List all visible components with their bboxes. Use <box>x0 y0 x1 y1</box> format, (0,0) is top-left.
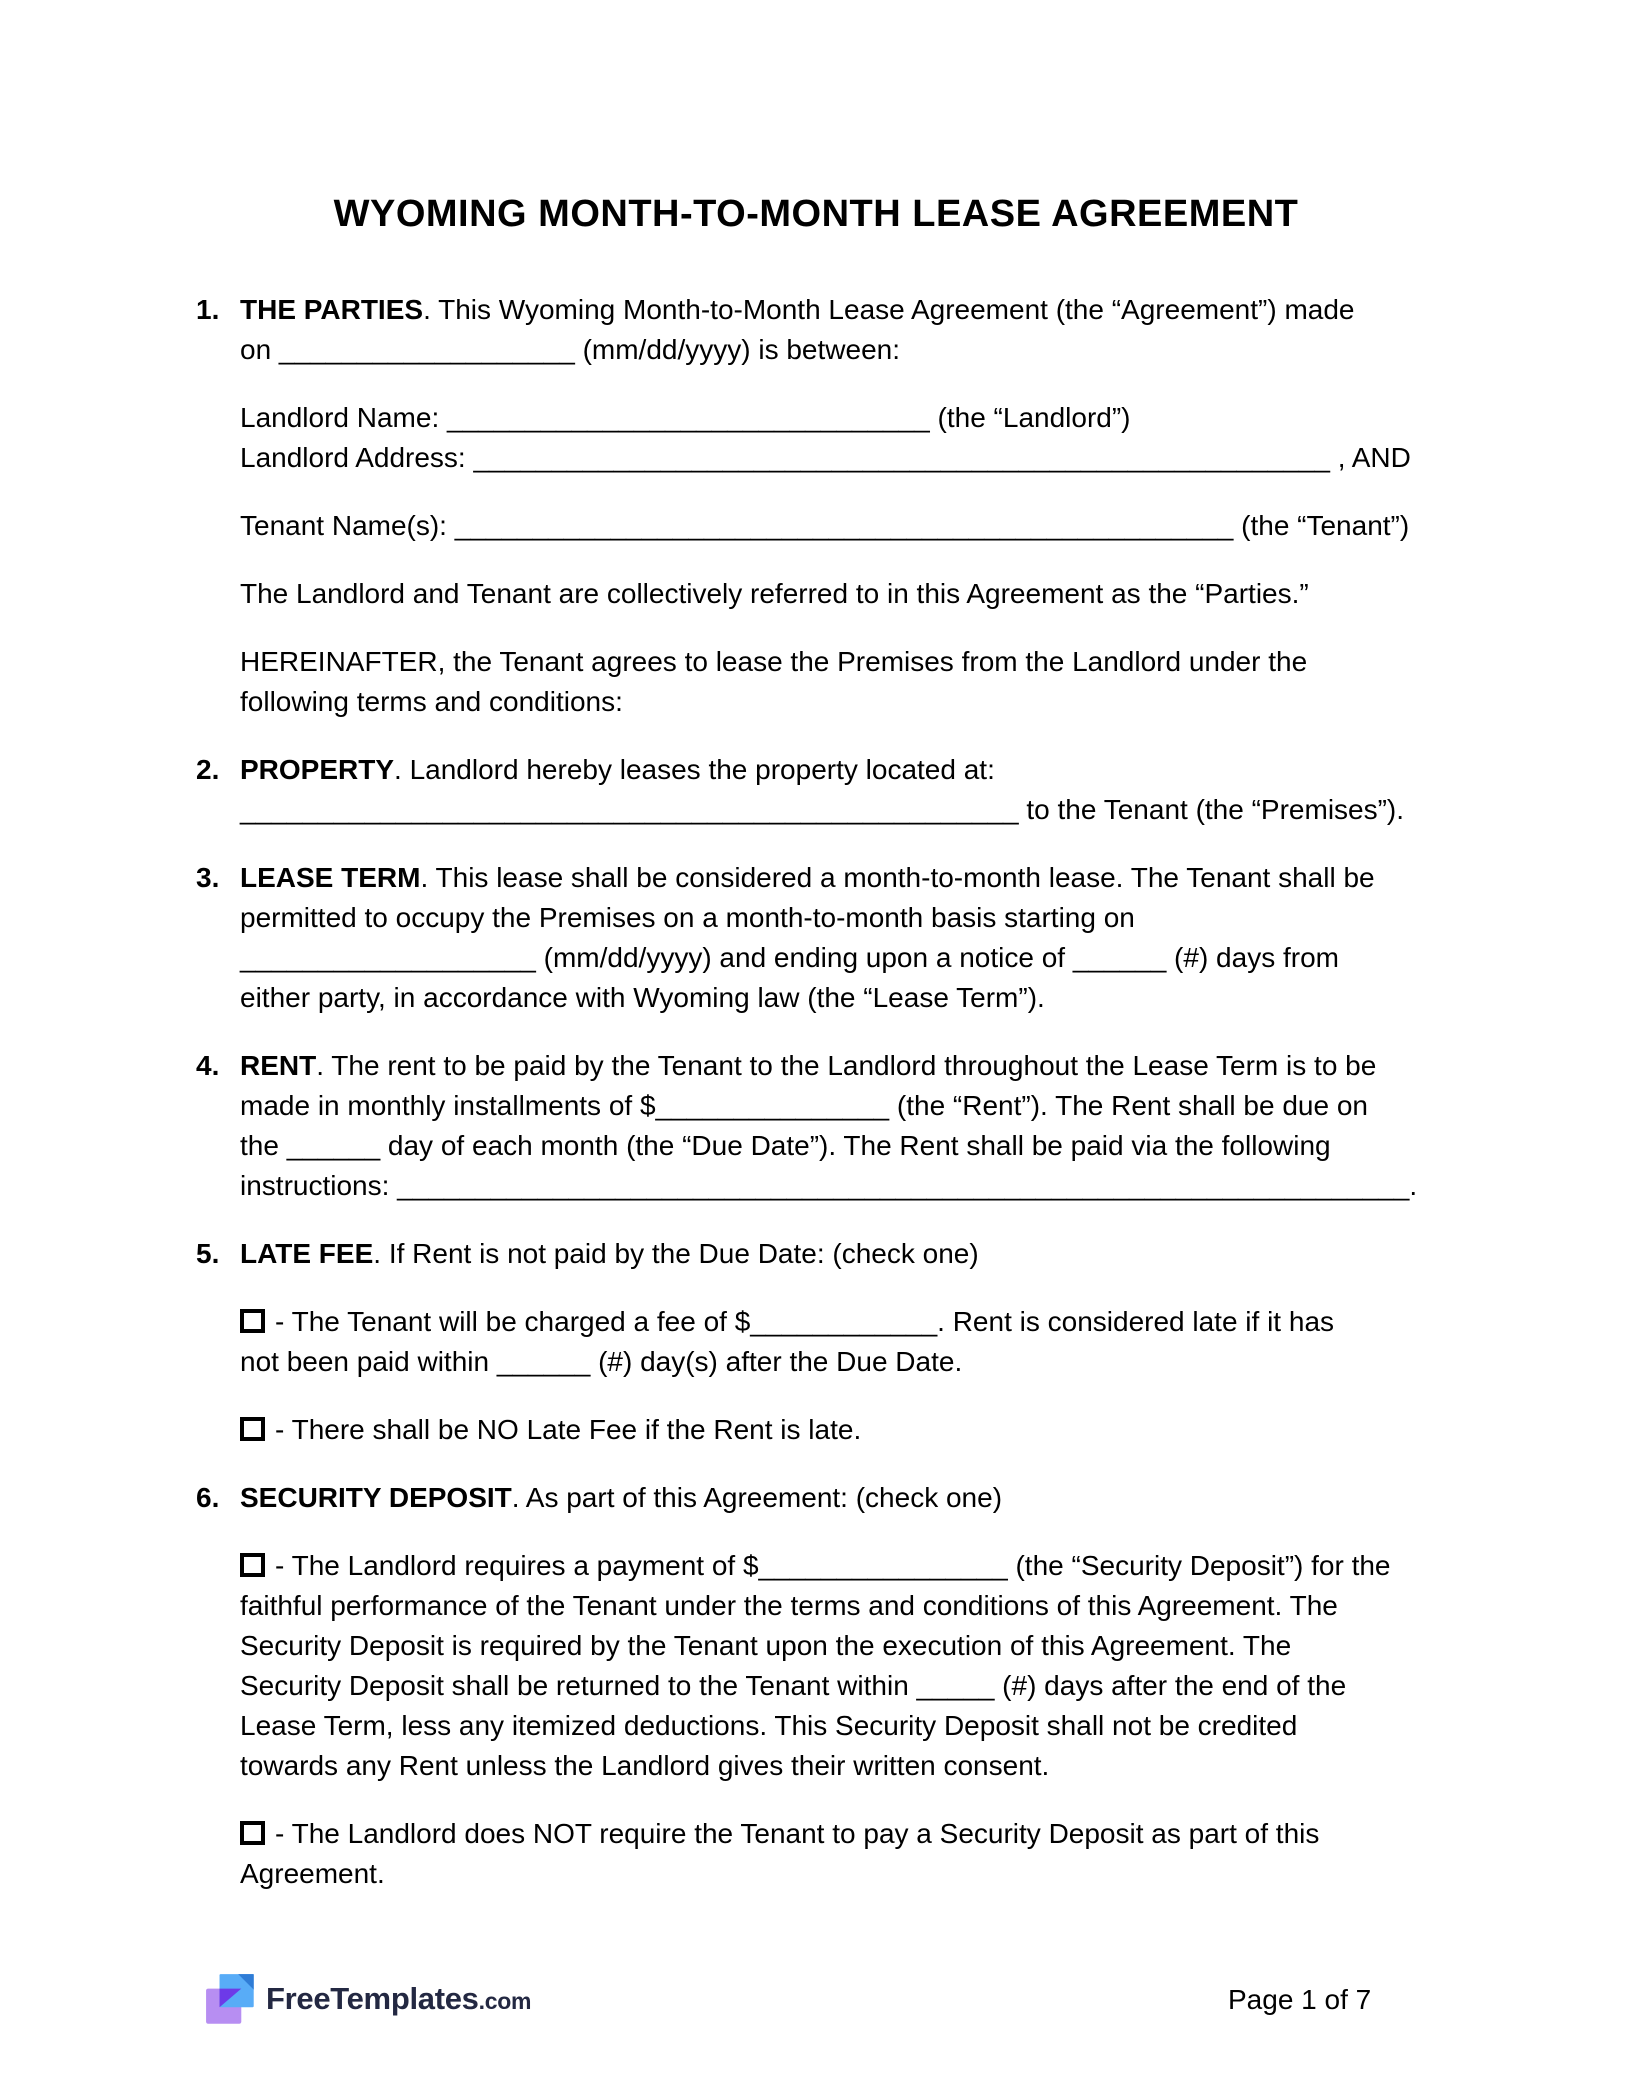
text-line: not been paid within ______ (#) day(s) after the Due Date. <box>240 1346 963 1377</box>
section-number: 4. <box>196 1050 220 1081</box>
section-heading: SECURITY DEPOSIT <box>240 1482 512 1513</box>
text-line-with-date-blank: on ___________________ (mm/dd/yyyy) is between: <box>240 334 900 365</box>
text-line: The Landlord and Tenant are collectively referred to in this Agreement as the “Parties.” <box>240 578 1309 609</box>
section-late-fee <box>196 1234 1512 1478</box>
tenant-name-field-line: Tenant Name(s): __________________________________________________ (the “Tenant”) <box>240 510 1410 541</box>
landlord-address-field-line: Landlord Address: _______________________________________________________ , AND <box>240 442 1411 473</box>
landlord-name-field-line: Landlord Name: _______________________________ (the “Landlord”) <box>240 402 1131 433</box>
section-number: 2. <box>196 754 220 785</box>
paragraph-hereinafter <box>240 642 1512 722</box>
section-property <box>196 750 1512 858</box>
text-line: . The rent to be paid by the Tenant to the Landlord throughout the Lease Term is to be <box>316 1050 1377 1081</box>
property-address-blank-line: __________________________________________________ to the Tenant (the “Premises”). <box>240 794 1405 825</box>
text-line: Security Deposit is required by the Tenant upon the execution of this Agreement. The <box>240 1630 1292 1661</box>
paragraph-property <box>240 750 1512 830</box>
text-line: . If Rent is not paid by the Due Date: (check one) <box>373 1238 979 1269</box>
section-number: 3. <box>196 862 220 893</box>
text-line: - There shall be NO Late Fee if the Rent is late. <box>275 1414 862 1445</box>
text-line: following terms and conditions: <box>240 686 623 717</box>
text-line: . This lease shall be considered a month-to-month lease. The Tenant shall be <box>420 862 1375 893</box>
paragraph-lease-term <box>240 858 1512 1018</box>
brand-name: FreeTemplates <box>266 1981 479 2016</box>
text-line: HEREINAFTER, the Tenant agrees to lease the Premises from the Landlord under the <box>240 646 1308 677</box>
text-line: . Landlord hereby leases the property located at: <box>394 754 995 785</box>
paragraph-parties-intro <box>240 290 1512 370</box>
paragraph-security-deposit-intro <box>240 1478 1512 1518</box>
section-heading: LEASE TERM <box>240 862 421 893</box>
section-heading: LATE FEE <box>240 1238 374 1269</box>
text-line-with-day-blank: the ______ day of each month (the “Due Date”). The Rent shall be paid via the following <box>240 1130 1331 1161</box>
text-line: Lease Term, less any itemized deductions. This Security Deposit shall not be credited <box>240 1710 1298 1741</box>
section-heading: PROPERTY <box>240 754 395 785</box>
text-line: . As part of this Agreement: (check one) <box>511 1482 1003 1513</box>
page-title: WYOMING MONTH-TO-MONTH LEASE AGREEMENT <box>333 193 1299 235</box>
security-deposit-option-none <box>240 1814 1512 1894</box>
brand-suffix: .com <box>478 1988 532 2014</box>
text-line: permitted to occupy the Premises on a month-to-month basis starting on <box>240 902 1135 933</box>
section-the-parties <box>196 290 1512 750</box>
section-security-deposit <box>196 1478 1512 1922</box>
security-deposit-option-required <box>240 1546 1512 1786</box>
document-body <box>196 290 1512 1922</box>
text-line-with-amount-blank: made in monthly installments of $_______________ (the “Rent”). The Rent shall be due on <box>240 1090 1368 1121</box>
text-line: . This Wyoming Month-to-Month Lease Agreement (the “Agreement”) made <box>423 294 1355 325</box>
text-line: either party, in accordance with Wyoming law (the “Lease Term”). <box>240 982 1045 1013</box>
section-number: 5. <box>196 1238 220 1269</box>
section-heading: RENT <box>240 1050 317 1081</box>
paragraph-parties-note <box>240 574 1512 614</box>
paragraph-landlord-fields <box>240 398 1512 478</box>
text-line: Agreement. <box>240 1858 385 1889</box>
late-fee-option-charged <box>240 1302 1512 1382</box>
deposit-required-checkbox[interactable] <box>240 1553 265 1577</box>
freetemplates-logo-icon <box>204 1972 262 2030</box>
paragraph-late-fee-intro <box>240 1234 1512 1274</box>
section-rent <box>196 1046 1512 1234</box>
text-line: towards any Rent unless the Landlord gives their written consent. <box>240 1750 1050 1781</box>
section-number: 1. <box>196 294 220 325</box>
paragraph-rent <box>240 1046 1512 1206</box>
section-lease-term <box>196 858 1512 1046</box>
section-number: 6. <box>196 1482 220 1513</box>
payment-instructions-blank-line: instructions: _________________________________________________________________. <box>240 1170 1418 1201</box>
text-line: faithful performance of the Tenant under the terms and conditions of this Agreement. The <box>240 1590 1338 1621</box>
page-number-label: Page 1 of 7 <box>1228 1984 1372 2015</box>
text-line: - The Landlord does NOT require the Tenant to pay a Security Deposit as part of this <box>275 1818 1320 1849</box>
text-line: - The Landlord requires a payment of $________________ (the “Security Deposit”) for the <box>275 1550 1391 1581</box>
text-line-with-date-blank: ___________________ (mm/dd/yyyy) and ending upon a notice of ______ (#) days from <box>240 942 1339 973</box>
no-deposit-checkbox[interactable] <box>240 1821 265 1845</box>
paragraph-tenant-field <box>240 506 1512 546</box>
text-line-with-days-blank: Security Deposit shall be returned to the Tenant within _____ (#) days after the end of the <box>240 1670 1347 1701</box>
section-heading: THE PARTIES <box>240 294 424 325</box>
text-line: - The Tenant will be charged a fee of $____________. Rent is considered late if it has <box>275 1306 1335 1337</box>
late-fee-option-none <box>240 1410 1512 1450</box>
late-fee-charged-checkbox[interactable] <box>240 1309 265 1333</box>
freetemplates-wordmark <box>266 1981 531 2017</box>
no-late-fee-checkbox[interactable] <box>240 1417 265 1441</box>
